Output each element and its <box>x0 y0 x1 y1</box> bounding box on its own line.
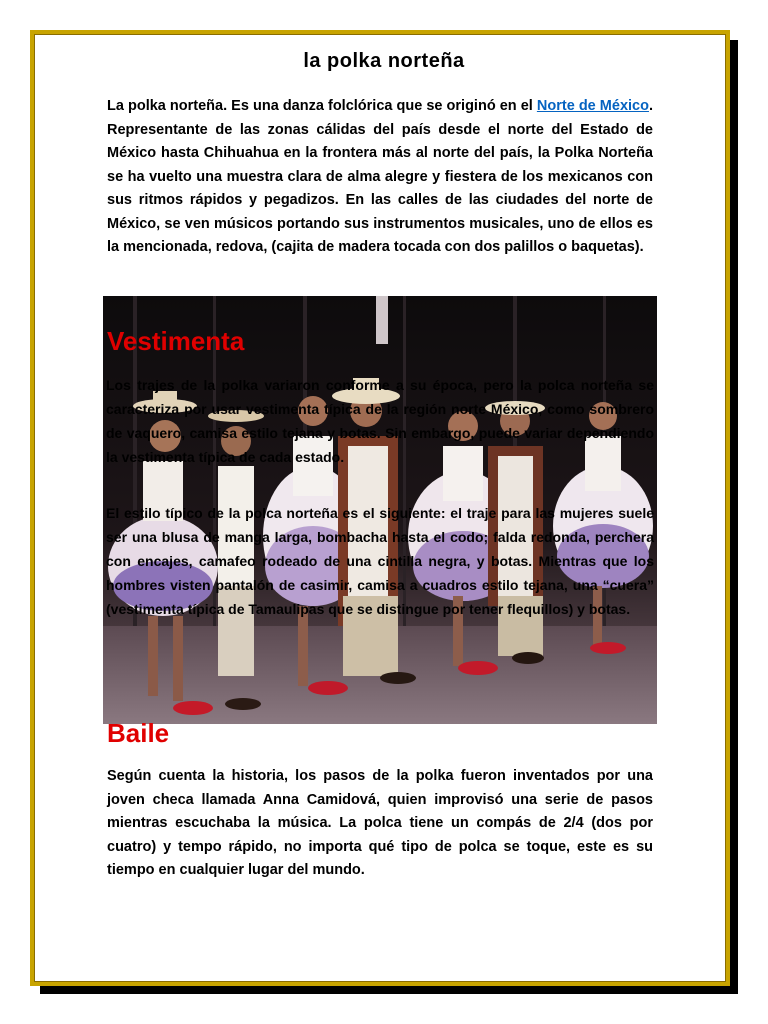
vestimenta-paragraph-1: Los trajes de la polka variaron conforme a su época, pero la polca norteña se caracteriza por usar vestimenta típica de la región norte México, como sombrero de vaquero, camisa estilo tejana y botas. Sin embargo, puede variar dependiendo la vestimenta típica de cada estado. <box>106 377 654 465</box>
baile-heading: Baile <box>107 718 170 748</box>
intro-text-start: La polka norteña. Es una danza folclórica que se originó en el <box>107 98 537 114</box>
vestimenta-heading: Vestimenta <box>107 326 245 356</box>
baile-paragraph: Según cuenta la historia, los pasos de la polka fueron inventados por una joven checa llamada Anna Camidová, quien improvisó una serie de pasos mientras escuchaba la música. La polca tiene un compás de 2/4 (dos por cuatro) y tempo rápido, no importa qué tipo de polca se toque, este es su tiempo en cualquier lugar del mundo. <box>107 768 653 878</box>
vestimenta-paragraph-2: El estilo típico de la polca norteña es el siguiente: el traje para las mujeres suele ser una blusa de manga larga, bombacha hasta el codo; falda redonda, perchera con encajes, camafeo rodeado de una cintilla negra, y botas. Mientras que los hombres visten pantalón de casimir, camisa a cuadros estilo tejana, una “cuera” (vestimenta típica de Tamaulipas que se distingue por tener flequillos) y botas. <box>106 505 654 617</box>
intro-paragraph <box>107 95 653 260</box>
norte-de-mexico-link[interactable]: Norte de México <box>536 98 649 114</box>
page-title: la polka norteña <box>303 50 465 72</box>
intro-text-end: . Representante de las zonas cálidas del país desde el norte del Estado de México hasta Chihuahua en la frontera más al norte del país, la Polka Norteña se ha vuelto una muestra clara de alma alegre y fiestera de los mexicanos con sus ritmos rápidos y pegadizos. En las calles de las ciudades del norte de México, se ven músicos portando sus instrumentos musicales, uno de ellos es la mencionada, redova, (cajita de madera tocada con dos palillos o baquetas). <box>107 98 653 255</box>
